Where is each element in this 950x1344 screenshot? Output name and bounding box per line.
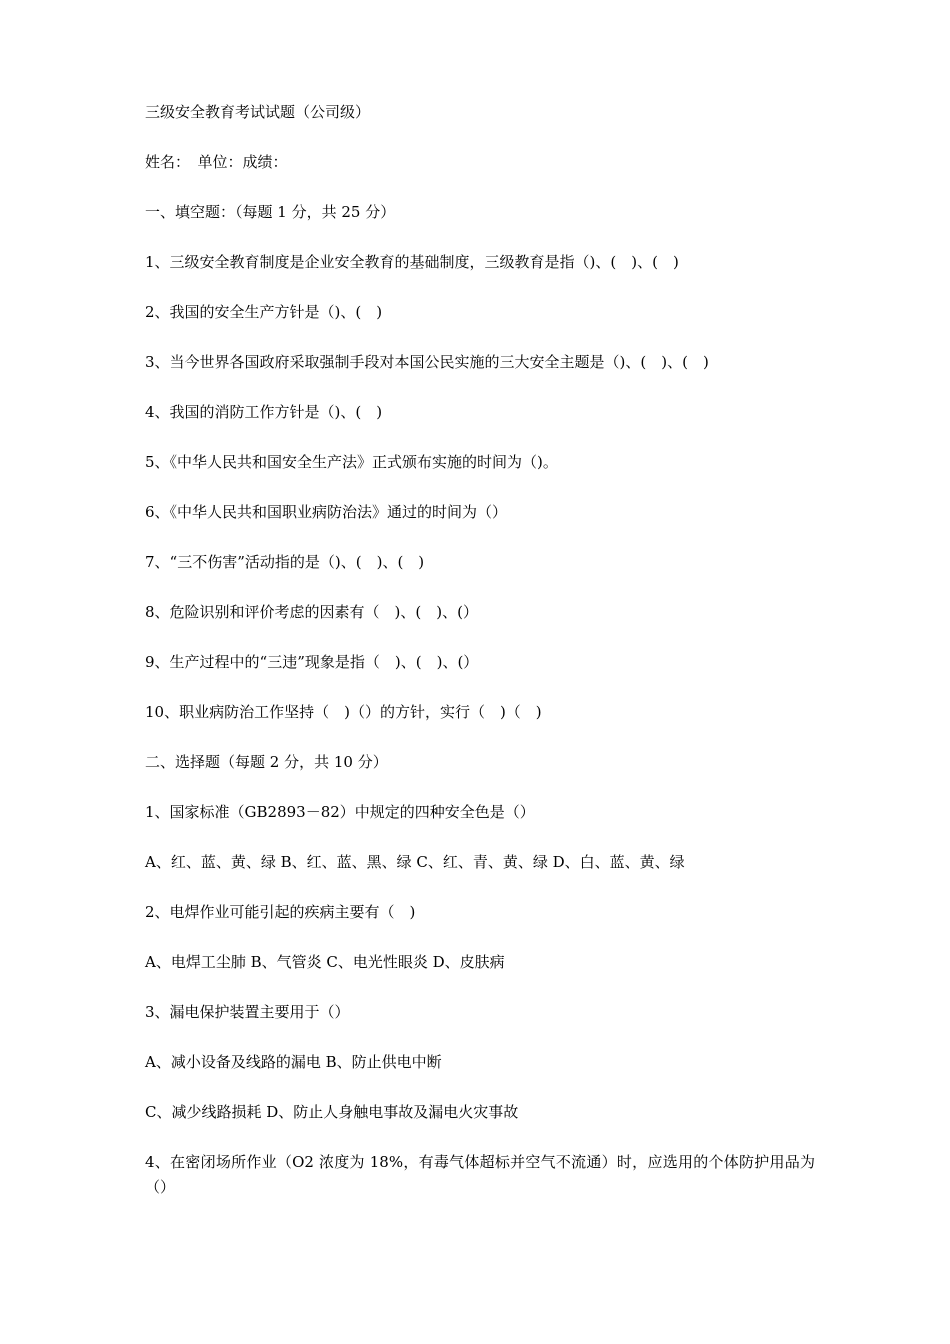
choice-options-1: A、红、蓝、黄、绿 B、红、蓝、黑、绿 C、红、青、黄、绿 D、白、蓝、黄、绿 [145,853,685,871]
choice-options-2: A、电焊工尘肺 B、气管炎 C、电光性眼炎 D、皮肤病 [145,953,505,971]
choice-question-4: 4、在密闭场所作业（O2 浓度为 18%，有毒气体超标并空气不流通）时，应选用的个体防护用品为（） [145,1153,815,1196]
question-6: 6、《中华人民共和国职业病防治法》通过的时间为（） [145,503,508,521]
question-9: 9、生产过程中的“三违”现象是指（ )、( )、(） [145,653,479,671]
question-5: 5、《中华人民共和国安全生产法》正式颁布实施的时间为（)。 [145,453,558,471]
header-fields: 姓名： 单位：成绩： [145,153,288,171]
question-4: 4、我国的消防工作方针是（)、( ) [145,403,383,421]
choice-options-3a: A、减小设备及线路的漏电 B、防止供电中断 [145,1053,442,1071]
choice-question-3: 3、漏电保护装置主要用于（） [145,1003,350,1021]
question-10: 10、职业病防治工作坚持（ )（）的方针，实行（ )（ ) [145,703,542,721]
choice-options-3b: C、减少线路损耗 D、防止人身触电事故及漏电火灾事故 [145,1103,519,1121]
section-heading-fill-in: 一、填空题：（每题 1 分，共 25 分） [145,203,396,221]
section-heading-choice: 二、选择题（每题 2 分，共 10 分） [145,753,388,771]
document-page [145,100,815,1226]
question-2: 2、我国的安全生产方针是（)、( ) [145,303,383,321]
question-3: 3、当今世界各国政府采取强制手段对本国公民实施的三大安全主题是（)、( )、( ) [145,353,709,371]
choice-question-1: 1、国家标准（GB2893－82）中规定的四种安全色是（） [145,803,535,821]
document-title: 三级安全教育考试试题（公司级） [145,103,371,121]
question-7: 7、“三不伤害”活动指的是（)、( )、( ) [145,553,425,571]
question-1: 1、三级安全教育制度是企业安全教育的基础制度，三级教育是指（)、( )、( ) [145,253,679,271]
question-8: 8、危险识别和评价考虑的因素有（ )、( )、(） [145,603,478,621]
choice-question-2: 2、电焊作业可能引起的疾病主要有（ ) [145,903,416,921]
